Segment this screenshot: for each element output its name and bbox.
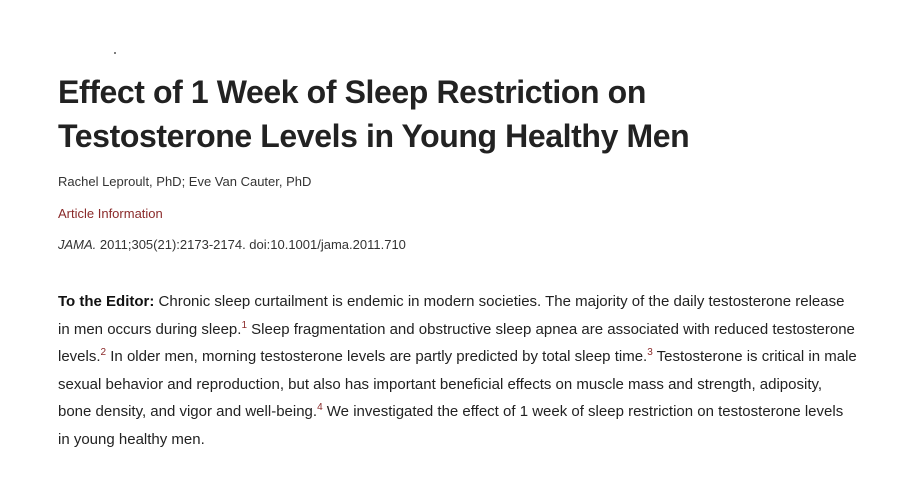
article-information-link[interactable]: Article Information xyxy=(58,206,163,221)
reference-link-1[interactable]: 1 xyxy=(241,319,247,331)
reference-link-3[interactable]: 3 xyxy=(647,347,653,358)
author-list: Rachel Leproult, PhD; Eve Van Cauter, PhD xyxy=(58,174,312,189)
article-title-line-2: Testosterone Levels in Young Healthy Men xyxy=(58,118,690,154)
body-segment-5: We investigated the effect of 1 week of sleep restriction on testosterone levels in young healthy men. xyxy=(58,403,844,448)
body-segment-1: Chronic sleep curtailment is endemic in modern societies. The majority of the daily testosterone release in men occurs during sleep. xyxy=(58,293,845,338)
reference-link-2[interactable]: 2 xyxy=(100,347,107,358)
article-title-line-1: Effect of 1 Week of Sleep Restriction on xyxy=(58,74,646,110)
body-segment-3: In older men, morning testosterone levels are partly predicted by total sleep time. xyxy=(106,348,648,365)
citation-details: 2011;305(21):2173-2174. doi:10.1001/jama.2011.710 xyxy=(96,237,406,252)
reference-link-4[interactable]: 4 xyxy=(317,402,323,413)
body-segment-2: Sleep fragmentation and obstructive sleep apnea are associated with reduced testosterone levels. xyxy=(58,320,855,365)
journal-name: JAMA. xyxy=(58,237,97,252)
image-speck xyxy=(114,52,116,54)
body-lead: To the Editor: xyxy=(58,293,155,310)
body-segment-4: Testosterone is critical in male sexual behavior and reproduction, but also has important beneficial effects on muscle mass and strength, adiposity, bone density, and vigor and well-being. xyxy=(58,348,857,420)
article-title xyxy=(58,70,858,158)
body-paragraph xyxy=(58,288,858,453)
citation-line xyxy=(58,236,406,254)
